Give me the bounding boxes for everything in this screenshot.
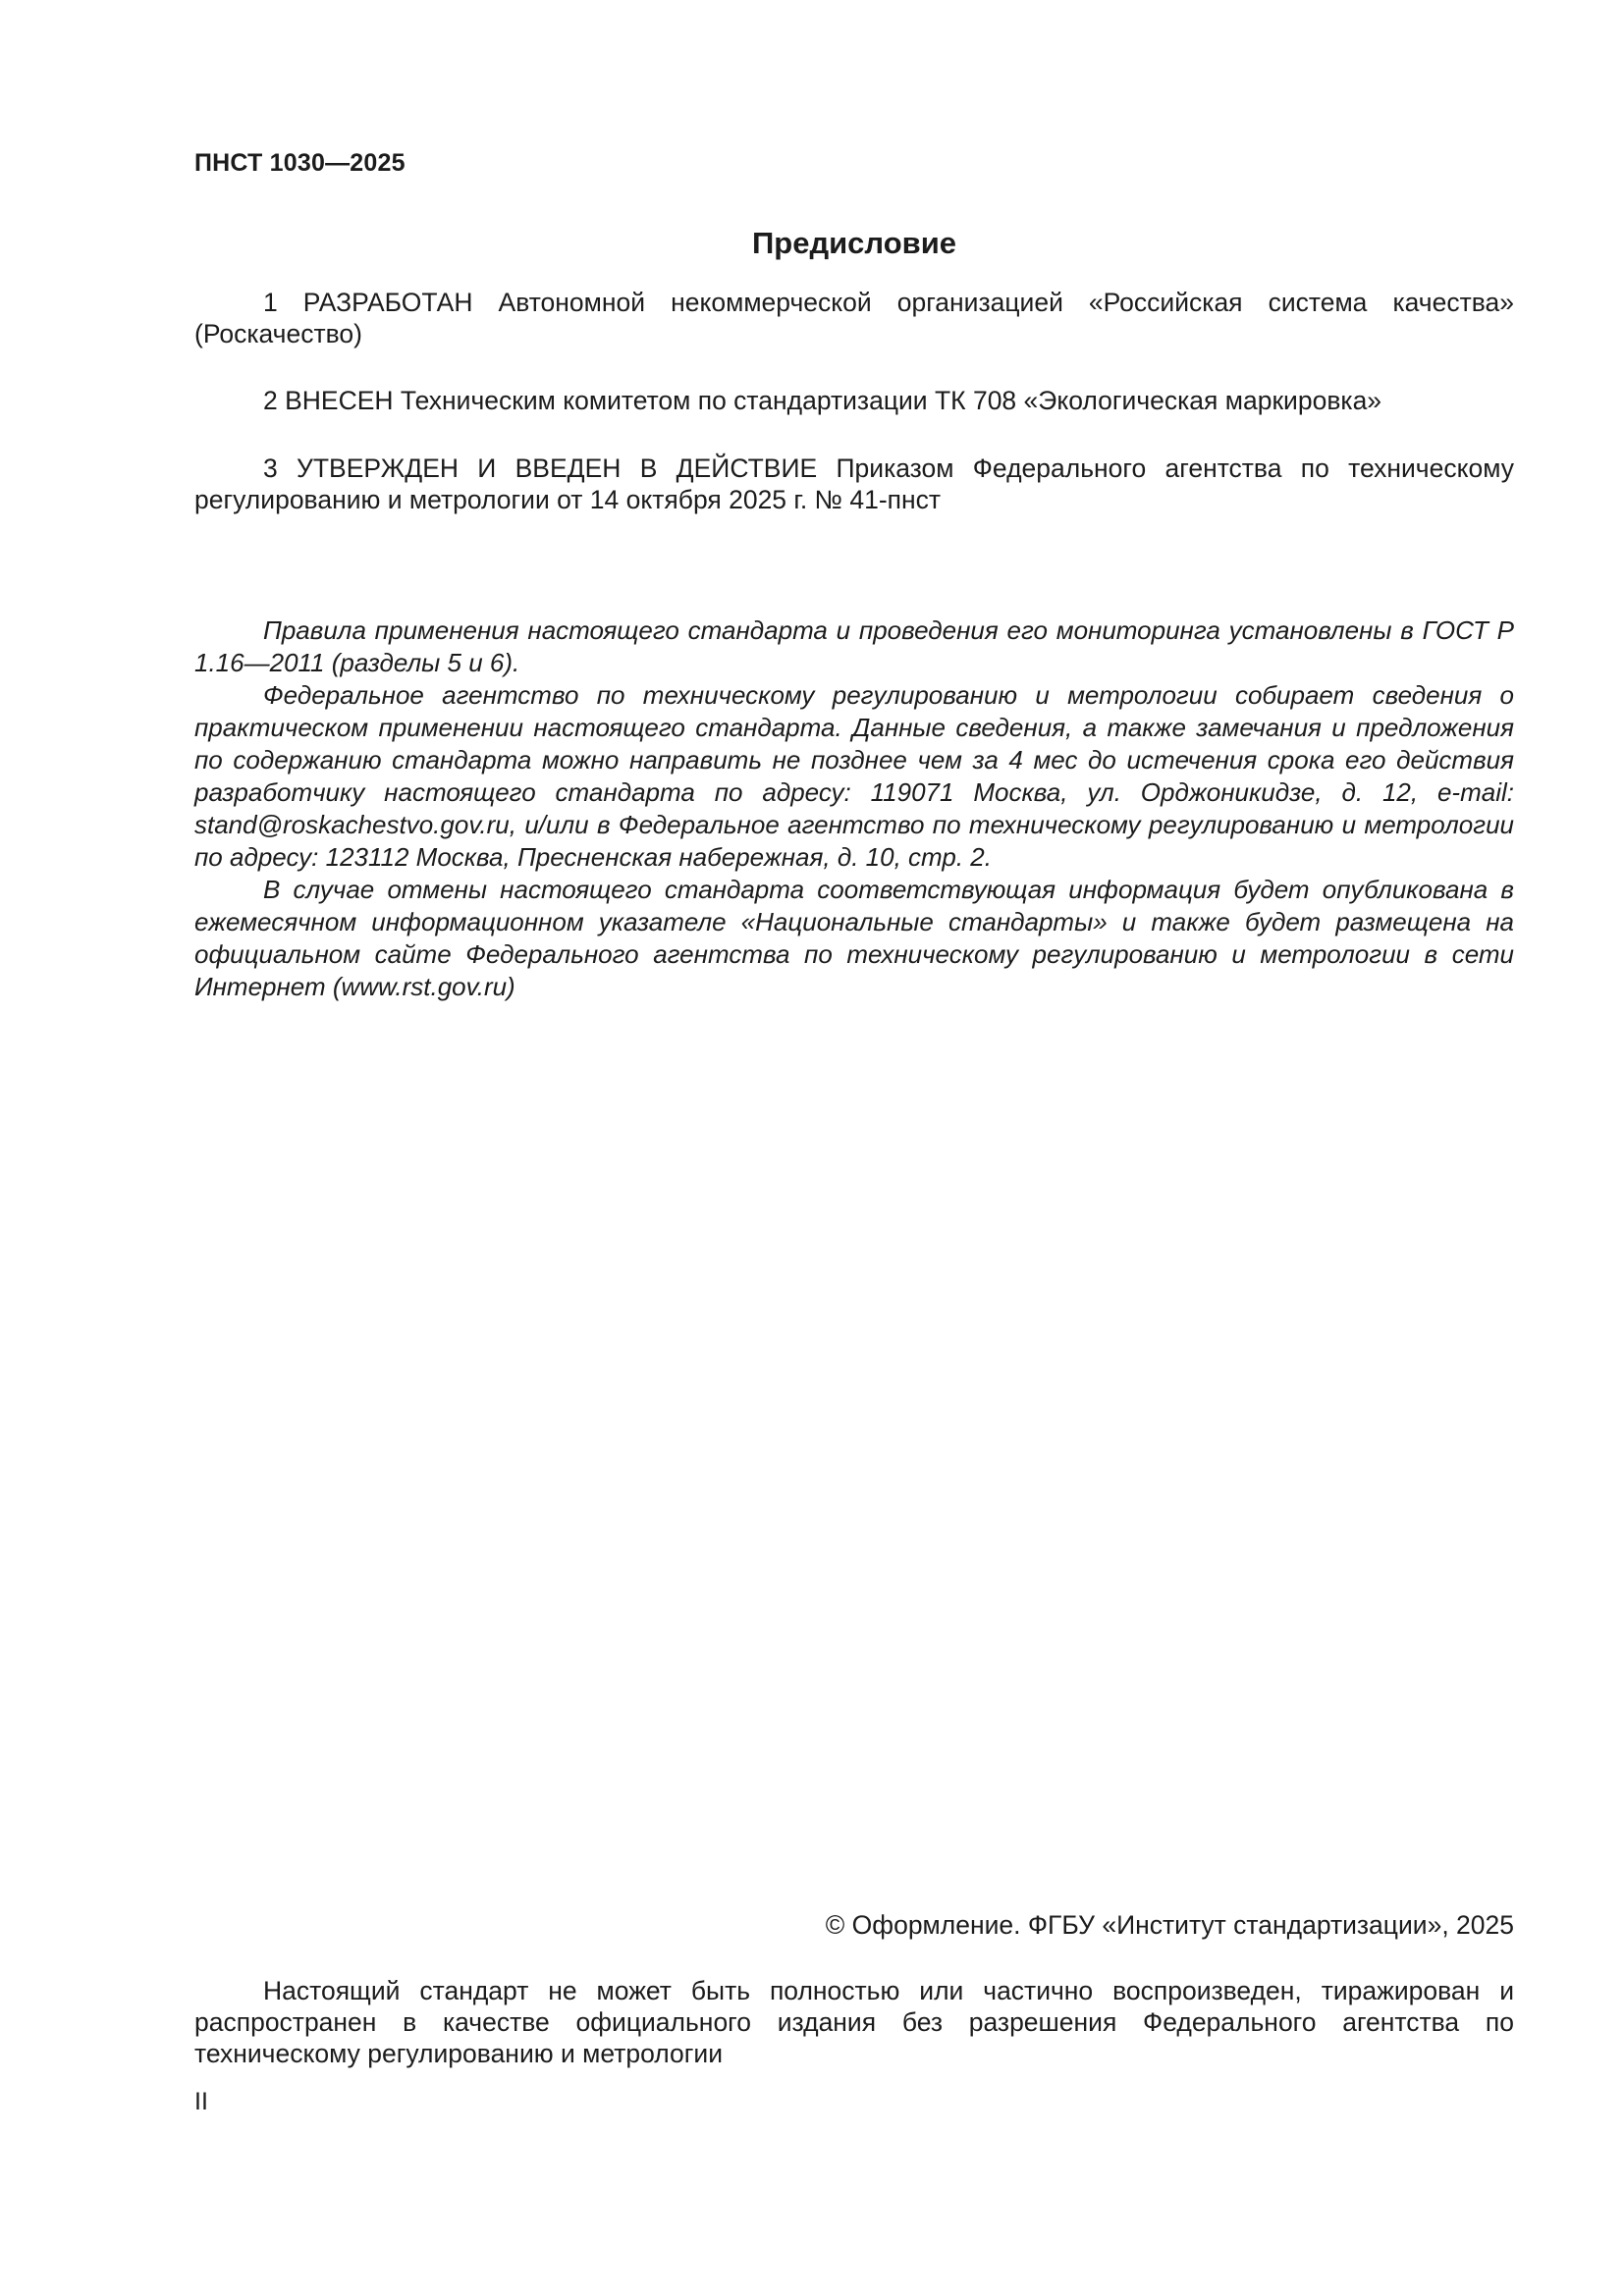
rules-paragraph-3: В случае отмены настоящего стандарта соответствующая информация будет опубликована в ежемесячном информационном указателе «Национальные стандарты» и также будет размещена на официальном сайте Федерального агентства по техническому регулированию и метрологии в сети Интернет (www.rst.gov.ru)	[194, 875, 1514, 1001]
rules-block	[194, 614, 1514, 1003]
page-number: II	[194, 2088, 208, 2115]
page-title: Предисловие	[751, 226, 956, 260]
copyright-line: © Оформление. ФГБУ «Институт стандартизации», 2025	[825, 1910, 1514, 1940]
reproduction-notice: Настоящий стандарт не может быть полностью или частично воспроизведен, тиражирован и распространен в качестве официального издания без разрешения Федерального агентства по техническому регулированию и метрологии	[194, 1976, 1514, 2068]
document-code: ПНСТ 1030—2025	[194, 149, 406, 177]
preface-item-3: 3 УТВЕРЖДЕН И ВВЕДЕН В ДЕЙСТВИЕ Приказом Федерального агентства по техническому регулированию и метрологии от 14 октября 2025 г. № 41-пнст	[194, 454, 1514, 514]
rules-paragraph-2: Федеральное агентство по техническому регулированию и метрологии собирает сведения о практическом применении настоящего стандарта. Данные сведения, а также замечания и предложения по содержанию стандарта можно направить не позднее чем за 4 мес до истечения срока его действия разработчику настоящего стандарта по адресу: 119071 Москва, ул. Орджоникидзе, д. 12, e-mail: stand@roskachestvo.gov.ru, и/или в Федеральное агентство по техническому регулированию и метрологии по адресу: 123112 Москва, Пресненская набережная, д. 10, стр. 2.	[194, 680, 1514, 872]
preface-item-2: 2 ВНЕСЕН Техническим комитетом по стандартизации ТК 708 «Экологическая маркировка»	[263, 386, 1382, 415]
preface-item-1: 1 РАЗРАБОТАН Автономной некоммерческой организацией «Российская система качества» (Роскачество)	[194, 288, 1514, 348]
rules-paragraph-1: Правила применения настоящего стандарта и проведения его мониторинга установлены в ГОСТ Р 1.16—2011 (разделы 5 и 6).	[194, 615, 1514, 677]
